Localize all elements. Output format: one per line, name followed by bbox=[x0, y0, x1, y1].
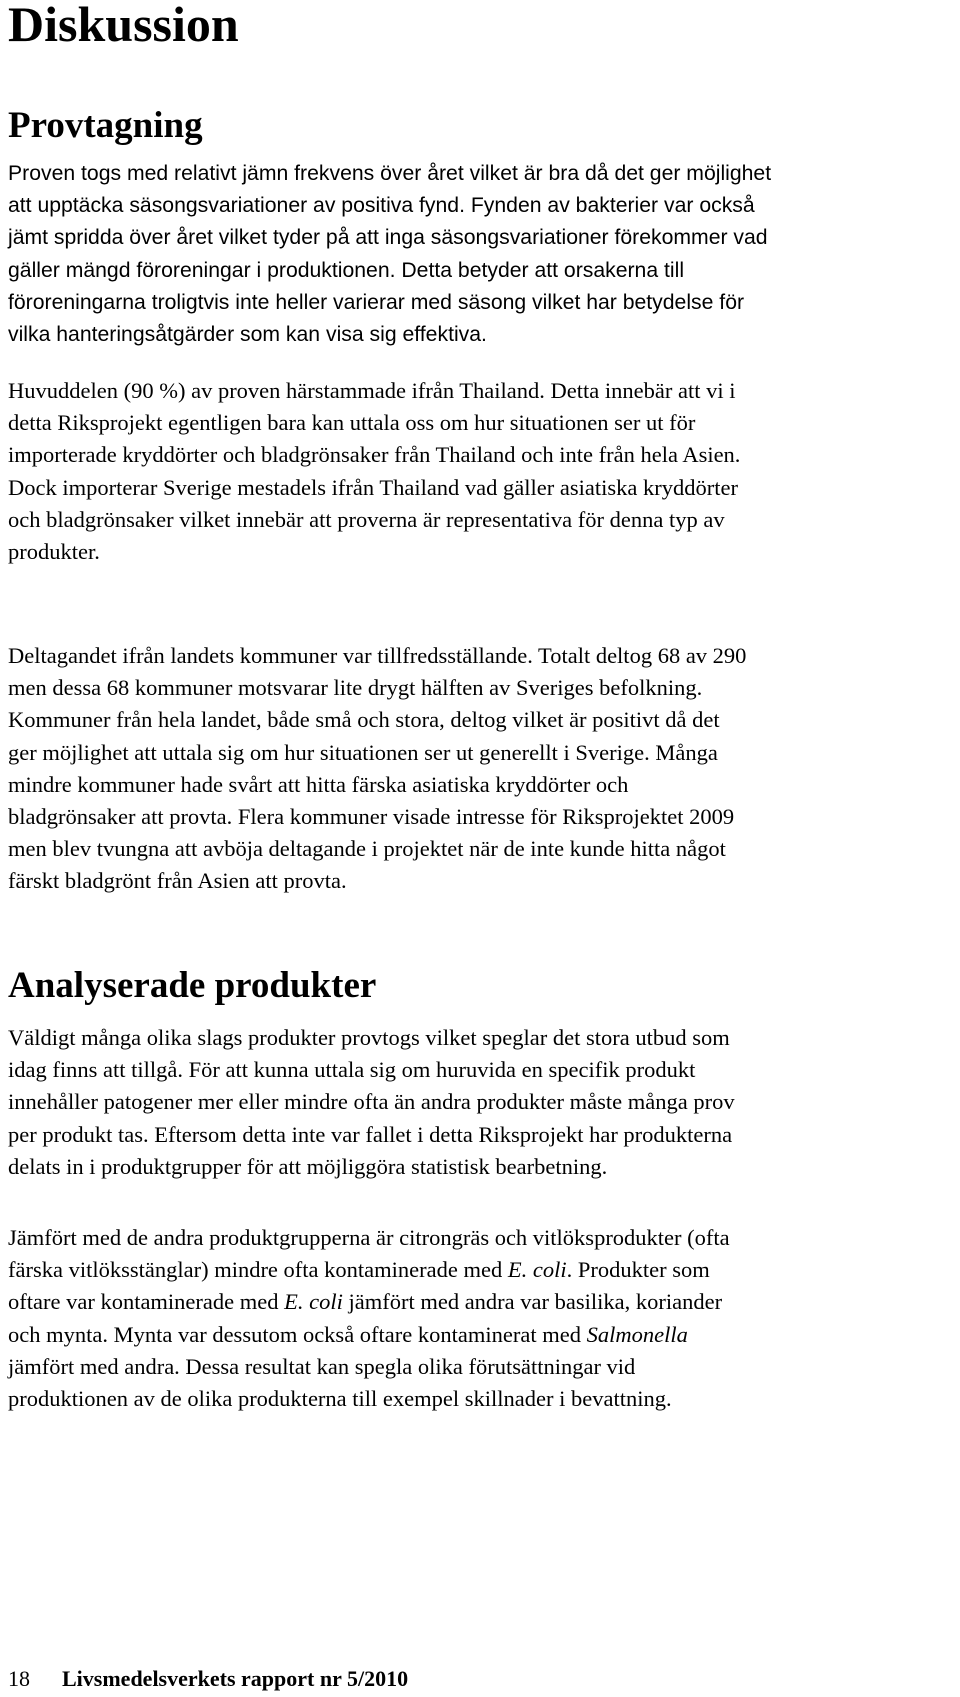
text-line bbox=[8, 1254, 952, 1286]
species-name: E. coli bbox=[284, 1289, 343, 1315]
section-heading-provtagning: Provtagning bbox=[8, 105, 203, 146]
text-line: importerade kryddörter och bladgrönsaker från Thailand och inte från hela Asien. bbox=[8, 442, 741, 468]
publication-title: Livsmedelsverkets rapport nr 5/2010 bbox=[62, 1666, 409, 1691]
section-heading-analyserade-produkter: Analyserade produkter bbox=[8, 965, 377, 1006]
paragraph bbox=[8, 375, 952, 568]
paragraph bbox=[8, 640, 952, 898]
text-run: . Produkter som bbox=[566, 1257, 710, 1283]
text-line: delats in i produktgrupper för att möjliggöra statistisk bearbetning. bbox=[8, 1153, 608, 1179]
text-line: produkter. bbox=[8, 539, 100, 565]
text-run: jämfört med andra var basilika, koriander bbox=[342, 1289, 723, 1315]
paragraph bbox=[8, 1222, 952, 1415]
paragraph bbox=[8, 1022, 952, 1183]
text-line: men blev tvungna att avböja deltagande i projektet när de inte kunde hitta något bbox=[8, 836, 726, 862]
text-line: Jämfört med de andra produktgrupperna är citrongräs och vitlöksprodukter (ofta bbox=[8, 1225, 730, 1250]
text-run: och mynta. Mynta var dessutom också oftare kontaminerat med bbox=[8, 1321, 587, 1347]
text-line: Deltagandet ifrån landets kommuner var tillfredsställande. Totalt deltog 68 av 290 bbox=[8, 643, 747, 668]
text-line: gäller mängd föroreningar i produktionen. Detta betyder att orsakerna till bbox=[8, 258, 685, 282]
text-line bbox=[8, 1319, 952, 1351]
text-line: Kommuner från hela landet, både små och stora, deltog vilket är positivt då det bbox=[8, 707, 720, 733]
text-run: oftare var kontaminerade med bbox=[8, 1289, 285, 1315]
text-line: jämfört med andra. Dessa resultat kan spegla olika förutsättningar vid bbox=[8, 1353, 636, 1379]
page-number: 18 bbox=[8, 1666, 30, 1691]
text-line: färskt bladgrönt från Asien att provta. bbox=[8, 868, 347, 894]
text-line bbox=[8, 1286, 952, 1318]
species-name: E. coli bbox=[507, 1257, 567, 1283]
text-line: Väldigt många olika slags produkter provtogs vilket speglar det stora utbud som bbox=[8, 1025, 730, 1050]
text-run: färska vitlöksstänglar) mindre ofta kontaminerade med bbox=[8, 1257, 508, 1283]
text-line: ger möjlighet att uttala sig om hur situationen ser ut generellt i Sverige. Många bbox=[8, 739, 718, 765]
text-line: detta Riksprojekt egentligen bara kan uttala oss om hur situationen ser ut för bbox=[8, 410, 696, 436]
text-line: per produkt tas. Eftersom detta inte var fallet i detta Riksprojekt har produkterna bbox=[8, 1121, 733, 1147]
text-line: vilka hanteringsåtgärder som kan visa sig effektiva. bbox=[8, 323, 487, 347]
text-line: Proven togs med relativt jämn frekvens över året vilket är bra då det ger möjlighet bbox=[8, 162, 772, 185]
text-line: och bladgrönsaker vilket innebär att proverna är representativa för denna typ av bbox=[8, 506, 725, 532]
paragraph bbox=[8, 158, 952, 351]
page-footer bbox=[8, 1665, 408, 1693]
text-line: idag finns att tillgå. För att kunna uttala sig om huruvida en specifik produkt bbox=[8, 1057, 696, 1083]
text-line: mindre kommuner hade svårt att hitta färska asiatiska kryddörter och bbox=[8, 771, 629, 797]
text-line: innehåller patogener mer eller mindre ofta än andra produkter måste många prov bbox=[8, 1089, 735, 1115]
page-title: Diskussion bbox=[8, 0, 239, 52]
text-line: Dock importerar Sverige mestadels ifrån Thailand vad gäller asiatiska kryddörter bbox=[8, 474, 738, 500]
text-line: produktionen av de olika produkterna till exempel skillnader i bevattning. bbox=[8, 1386, 672, 1412]
text-line: men dessa 68 kommuner motsvarar lite drygt hälften av Sveriges befolkning. bbox=[8, 675, 703, 701]
text-line: att upptäcka säsongsvariationer av positiva fynd. Fynden av bakterier var också bbox=[8, 194, 755, 218]
text-line: bladgrönsaker att provta. Flera kommuner visade intresse för Riksprojektet 2009 bbox=[8, 804, 735, 830]
species-name: Salmonella bbox=[586, 1321, 688, 1347]
text-line: föroreningarna troligtvis inte heller varierar med säsong vilket har betydelse för bbox=[8, 290, 745, 314]
text-line: Huvuddelen (90 %) av proven härstammade ifrån Thailand. Detta innebär att vi i bbox=[8, 378, 736, 403]
text-line: jämt spridda över året vilket tyder på att inga säsongsvariationer förekommer vad bbox=[8, 226, 768, 250]
